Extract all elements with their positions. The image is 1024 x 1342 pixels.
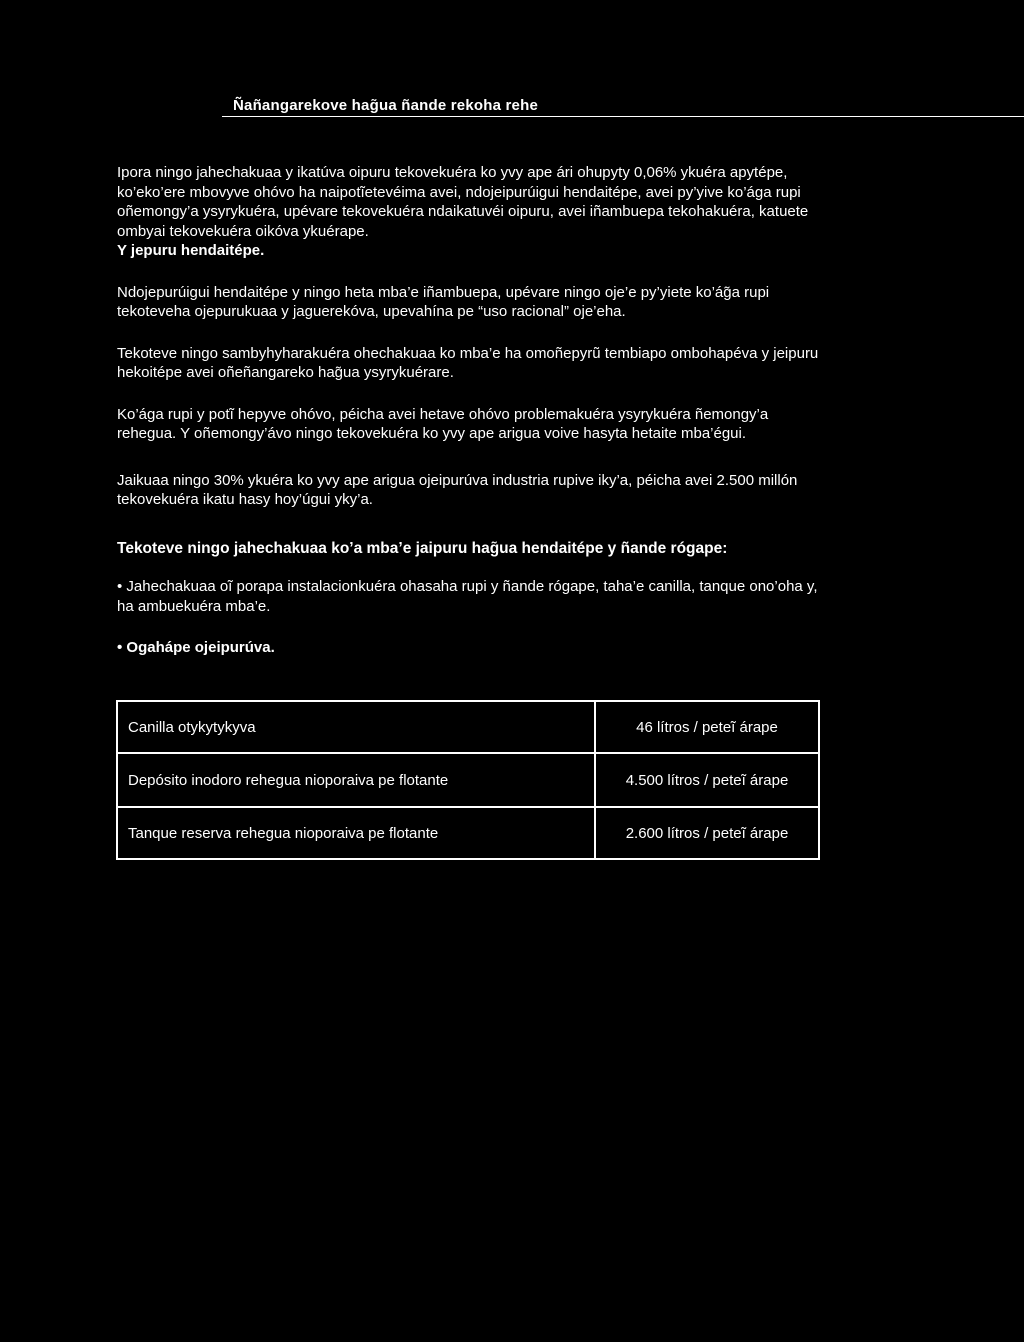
table-cell-item: Depósito inodoro rehegua nioporaiva pe flotante (117, 753, 595, 807)
bullet-item: • Jahechakuaa oĩ porapa instalacionkuéra ohasaha rupi y ñande rógape, taha’e canilla, tanque ono’oha y, ha ambuekuéra mba’e. (117, 578, 818, 615)
table-cell-value: 2.600 lítros / peteĩ árape (595, 807, 819, 859)
page-header (222, 96, 1024, 117)
table-cell-item: Canilla otykytykyva (117, 701, 595, 753)
table-row (117, 807, 819, 859)
paragraph-intro-text: Ipora ningo jahechakuaa y ikatúva oipuru tekovekuéra ko yvy ape ári ohupyty 0,06% ykuéra apytépe, ko’eko’ere mbovyve ohóvo ha naipotĩetevéima avei, ndojeipurúigui hendaitépe, avei py’yive ko’ága rupi oñemongy’a ysyrykuéra, upévare tekovekuéra ndaikatuvéi oipuru, avei iñambuepa tekohakuéra, katuete ombyai tekovekuéra oikóva ykuérape. (117, 164, 809, 240)
table-cell-value: 4.500 lítros / peteĩ árape (595, 753, 819, 807)
table-cell-item: Tanque reserva rehegua nioporaiva pe flotante (117, 807, 595, 859)
main-content (117, 163, 829, 658)
table-row (117, 701, 819, 753)
paragraph-intro-bold: Y jepuru hendaitépe. (117, 242, 265, 259)
paragraph-intro (117, 163, 829, 261)
section-heading: Tekoteve ningo jahechakuaa ko’a mba’e jaipuru hag̃ua hendaitépe y ñande rógape: (117, 539, 728, 557)
table-row (117, 753, 819, 807)
header-title: Ñañangarekove hag̃ua ñande rekoha rehe (233, 97, 539, 114)
paragraph-authorities: Tekoteve ningo sambyhyharakuéra ohechakuaa ko mba’e ha omoñepyrũ tembiapo ombohapéva y jeipuru hekoitépe avei oñeñangareko hag̃ua ysyrykuérare. (117, 344, 819, 381)
bullet-item: • Ogahápe ojeipurúva. (117, 639, 275, 656)
paragraph-statistics: Jaikuaa ningo 30% ykuéra ko yvy ape arigua ojeipurúva industria rupive iky’a, péicha avei 2.500 millón tekovekuéra ikatu hasy hoy’úgui yky’a. (117, 471, 798, 508)
table-cell-value: 46 lítros / peteĩ árape (595, 701, 819, 753)
water-usage-table (116, 700, 820, 860)
paragraph-rational-use: Ndojepurúigui hendaitépe y ningo heta mba’e iñambuepa, upévare ningo oje’e py’yiete ko’ág̃a rupi tekoteveha ojepurukuaa y jaguerekóva, upevahína pe “uso racional” oje’eha. (117, 283, 770, 320)
paragraph-pollution: Ko’ága rupi y potĩ hepyve ohóvo, péicha avei hetave ohóvo problemakuéra ysyrykuéra ñemongy’a rehegua. Y oñemongy’ávo ningo tekovekuéra ko yvy ape arigua voive hasyta hetaite mba’égui. (117, 405, 769, 442)
